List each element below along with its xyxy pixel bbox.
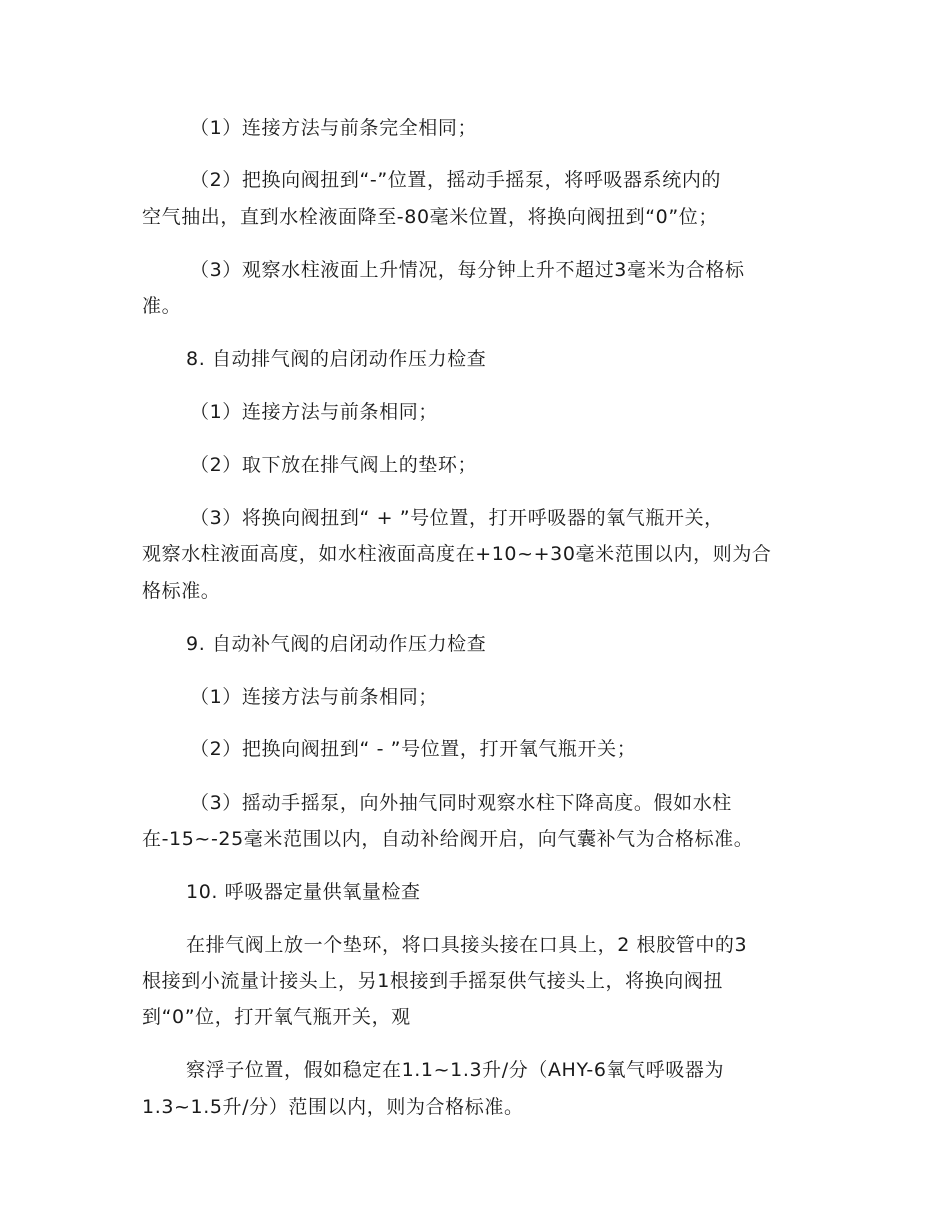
- section-heading: 8. 自动排气阀的启闭动作压力检查: [186, 348, 487, 370]
- text-line: （2）把换向阀扭到“-”位置，摇动手摇泵，将呼吸器系统内的: [190, 169, 722, 191]
- text-line: 察浮子位置，假如稳定在1.1~1.3升/分（AHY-6氧气呼吸器为: [186, 1059, 725, 1081]
- text-line: （1）连接方法与前条完全相同；: [190, 117, 478, 139]
- text-line: （2）取下放在排气阀上的垫环；: [190, 454, 478, 476]
- text-line: 准。: [142, 295, 182, 317]
- text-line: 在-15~-25毫米范围以内，自动补给阀开启，向气囊补气为合格标准。: [142, 828, 754, 850]
- text-line: （3）将换向阀扭到“ + ”号位置，打开呼吸器的氧气瓶开关，: [190, 507, 724, 529]
- text-line: （1）连接方法与前条相同；: [190, 401, 438, 423]
- text-line: 观察水柱液面高度，如水柱液面高度在+10~+30毫米范围以内，则为合: [142, 543, 772, 565]
- text-line: （3）摇动手摇泵，向外抽气同时观察水柱下降高度。假如水柱: [190, 792, 732, 814]
- text-line: （2）把换向阀扭到“ - ”号位置，打开氧气瓶开关；: [190, 738, 637, 760]
- section-heading: 10. 呼吸器定量供氧量检查: [186, 881, 421, 903]
- text-line: （1）连接方法与前条相同；: [190, 686, 438, 708]
- text-line: 根接到小流量计接头上，另1根接到手摇泵供气接头上，将换向阀扭: [142, 970, 724, 992]
- text-line: 空气抽出，直到水栓液面降至-80毫米位置，将换向阀扭到“0”位；: [142, 206, 719, 228]
- text-line: 1.3~1.5升/分）范围以内，则为合格标准。: [142, 1096, 524, 1118]
- section-heading: 9. 自动补气阀的启闭动作压力检查: [186, 633, 487, 655]
- text-line: 到“0”位，打开氧气瓶开关，观: [142, 1006, 411, 1028]
- text-line: 在排气阀上放一个垫环，将口具接头接在口具上，2 根胶管中的3: [186, 934, 748, 956]
- text-line: （3）观察水柱液面上升情况，每分钟上升不超过3毫米为合格标: [190, 259, 745, 281]
- text-line: 格标准。: [142, 580, 221, 602]
